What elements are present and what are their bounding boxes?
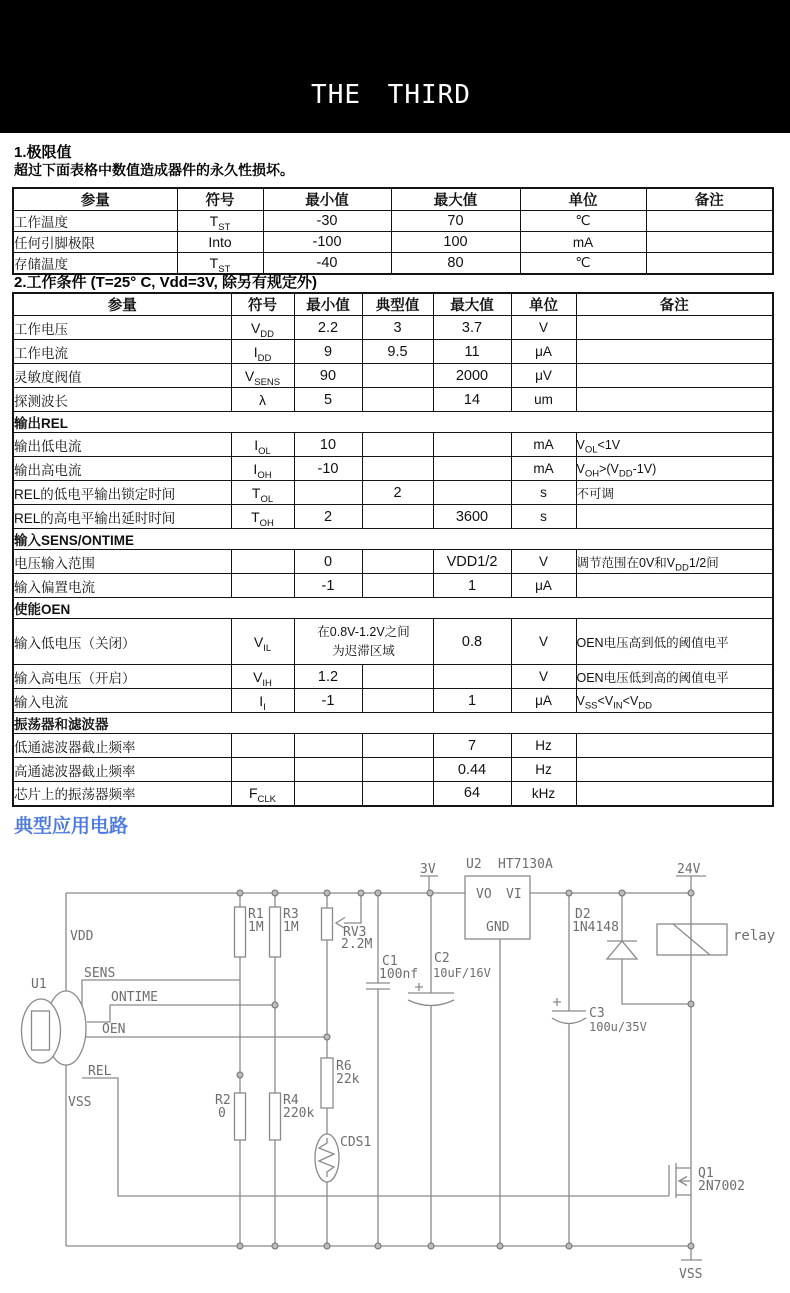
label-r6: R6 <box>336 1059 352 1074</box>
table-cell <box>433 665 511 689</box>
table-cell: mA <box>511 433 576 457</box>
label-r3: R3 <box>283 907 299 922</box>
header-cell: 备注 <box>576 293 773 316</box>
table-cell <box>231 550 294 574</box>
table-cell <box>362 574 433 598</box>
table-cell: $V_{SENS}$ <box>231 364 294 388</box>
label-u2-vi: VI <box>506 887 522 902</box>
junction-dots <box>237 890 694 1249</box>
label-u2-vo: VO <box>476 887 492 902</box>
table-cell: -10 <box>294 457 362 481</box>
label-vss-ground: VSS <box>679 1267 703 1282</box>
table-cell: 1.2 <box>294 665 362 689</box>
relay-coil <box>657 924 727 955</box>
header-cell: 最大值 <box>433 293 511 316</box>
table-header-row <box>13 188 773 211</box>
table-row <box>13 340 773 364</box>
table-cell <box>362 550 433 574</box>
header-cell: 最大值 <box>391 188 520 211</box>
label-3v: 3V <box>420 862 436 877</box>
table-cell: 64 <box>433 782 511 806</box>
table-header-row <box>13 293 773 316</box>
table-cell: 3.7 <box>433 316 511 340</box>
table-cell: λ <box>231 388 294 412</box>
header-cell: 参量 <box>13 293 231 316</box>
table-cell: Hz <box>511 734 576 758</box>
section-row-cell: 输入SENS/ONTIME <box>13 529 773 550</box>
resistor-r1 <box>235 907 246 957</box>
table-row <box>13 758 773 782</box>
table-cell: $V_{OH}>(V_{DD}-1V)$ <box>576 457 773 481</box>
label-q1-value: 2N7002 <box>698 1179 745 1194</box>
table-cell <box>362 782 433 806</box>
table-cell: -1 <box>294 689 362 713</box>
table-cell: 存储温度 <box>13 253 177 275</box>
table-cell: um <box>511 388 576 412</box>
label-q1: Q1 <box>698 1166 714 1181</box>
table-cell: μA <box>511 574 576 598</box>
table-cell: $T_{OL}$ <box>231 481 294 505</box>
table-cell: 调节范围在0V和$V_{DD}1/2$间 <box>576 550 773 574</box>
table-cell <box>231 734 294 758</box>
label-u2-gnd: GND <box>486 920 510 935</box>
table-row <box>13 316 773 340</box>
table-cell: 1 <box>433 574 511 598</box>
table-cell: μA <box>511 689 576 713</box>
table-cell <box>362 734 433 758</box>
table-row <box>13 782 773 806</box>
table-cell: 11 <box>433 340 511 364</box>
table-cell: s <box>511 505 576 529</box>
label-u2: U2 <box>466 857 482 872</box>
resistor-r4 <box>270 1093 281 1140</box>
section-row-cell: 使能OEN <box>13 598 773 619</box>
circuit-diagram <box>0 850 790 1293</box>
label-c3-value: 100u/35V <box>589 1020 647 1034</box>
table-cell <box>362 689 433 713</box>
label-c3: C3 <box>589 1006 605 1021</box>
table-cell <box>362 758 433 782</box>
table-cell: V <box>511 316 576 340</box>
label-r4: R4 <box>283 1093 299 1108</box>
table-cell <box>646 253 773 275</box>
table-cell: 3600 <box>433 505 511 529</box>
resistor-r6 <box>321 1058 333 1108</box>
table-cell: 芯片上的振荡器频率 <box>13 782 231 806</box>
pir-sensor-u1 <box>22 991 87 1065</box>
table-row <box>13 505 773 529</box>
label-r1: R1 <box>248 907 264 922</box>
table-cell: 1 <box>433 689 511 713</box>
table-cell: $I_{OL}$ <box>231 433 294 457</box>
table-cell: ℃ <box>520 253 646 275</box>
photoresistor-cds1 <box>315 1134 339 1182</box>
table-cell <box>576 505 773 529</box>
label-c1-value: 100nf <box>379 967 419 982</box>
table-cell: 输入偏置电流 <box>13 574 231 598</box>
table-cell <box>576 734 773 758</box>
table-cell: s <box>511 481 576 505</box>
table-cell: 2.2 <box>294 316 362 340</box>
table-cell: $V_{OL}<1V$ <box>576 433 773 457</box>
label-u2-part: HT7130A <box>498 857 553 872</box>
table-cell: $T_{OH}$ <box>231 505 294 529</box>
table-cell: μV <box>511 364 576 388</box>
table-cell <box>231 758 294 782</box>
header-cell: 符号 <box>231 293 294 316</box>
label-r6-value: 22k <box>336 1072 360 1087</box>
label-r4-value: 220k <box>283 1106 315 1121</box>
table-cell: mA <box>520 232 646 253</box>
label-relay: relay <box>733 928 776 944</box>
table-cell <box>576 364 773 388</box>
table-cell <box>576 782 773 806</box>
table-row <box>13 388 773 412</box>
table-cell <box>294 734 362 758</box>
label-r2: R2 <box>215 1093 231 1108</box>
table-cell: 灵敏度阀值 <box>13 364 231 388</box>
table-cell: 10 <box>294 433 362 457</box>
label-rv3: RV3 <box>343 925 367 940</box>
label-oen: OEN <box>102 1022 126 1037</box>
header-cell: 参量 <box>13 188 177 211</box>
label-d2-value: 1N4148 <box>572 920 619 935</box>
table-cell: 输出低电流 <box>13 433 231 457</box>
label-24v: 24V <box>677 862 701 877</box>
label-c1: C1 <box>382 954 398 969</box>
section-number: 03 <box>342 2 423 65</box>
section1-note: 超过下面表格中数值造成器件的永久性损坏。 <box>14 162 294 178</box>
header-cell: 符号 <box>177 188 263 211</box>
table-cell: V <box>511 619 576 665</box>
label-rel: REL <box>88 1064 112 1079</box>
table-cell: 探测波长 <box>13 388 231 412</box>
table-cell <box>362 457 433 481</box>
header-cell: 单位 <box>520 188 646 211</box>
table-cell <box>576 758 773 782</box>
label-u1: U1 <box>31 977 47 992</box>
table-cell: 100 <box>391 232 520 253</box>
section-number-badge <box>297 0 468 73</box>
table-row <box>13 433 773 457</box>
resistor-r2 <box>235 1093 246 1140</box>
header-cell: 单位 <box>511 293 576 316</box>
table-cell <box>294 782 362 806</box>
table-row <box>13 574 773 598</box>
table-cell: 0.8 <box>433 619 511 665</box>
header-cell: 最小值 <box>263 188 391 211</box>
table-row <box>13 619 773 665</box>
table-row <box>13 665 773 689</box>
table-cell <box>576 388 773 412</box>
table-row <box>13 364 773 388</box>
table-cell: 输出高电流 <box>13 457 231 481</box>
table-cell: 工作电流 <box>13 340 231 364</box>
table-cell: -1 <box>294 574 362 598</box>
table-cell: $I_{DD}$ <box>231 340 294 364</box>
table-cell: -100 <box>263 232 391 253</box>
label-d2: D2 <box>575 907 591 922</box>
table-cell: $T_{ST}$ <box>177 253 263 275</box>
table-row <box>13 232 773 253</box>
table-row <box>13 481 773 505</box>
table-row <box>13 457 773 481</box>
table-cell: 输入低电压（关闭） <box>13 619 231 665</box>
label-vdd: VDD <box>70 929 94 944</box>
header-subtitle: THE THIRD <box>311 80 471 110</box>
label-c2: C2 <box>434 951 450 966</box>
section-row-cell: 输出REL <box>13 412 773 433</box>
table-cell: 80 <box>391 253 520 275</box>
label-rv3-value: 2.2M <box>341 937 373 952</box>
label-r2-value: 0 <box>218 1106 226 1121</box>
mosfet-q1 <box>669 1163 691 1198</box>
table-cell <box>646 232 773 253</box>
page-header <box>0 0 790 133</box>
table-cell: $V_{SS}<V_{IN}<V_{DD}$ <box>576 689 773 713</box>
table-cell: $I_{OH}$ <box>231 457 294 481</box>
table-cell: 2000 <box>433 364 511 388</box>
table-cell <box>294 481 362 505</box>
header-cell: 最小值 <box>294 293 362 316</box>
table-cell: OEN电压低到高的阈值电平 <box>576 665 773 689</box>
header-cell: 典型值 <box>362 293 433 316</box>
table-cell: 工作温度 <box>13 211 177 232</box>
table-cell <box>576 574 773 598</box>
header-cell: 备注 <box>646 188 773 211</box>
table-cell: kHz <box>511 782 576 806</box>
table-cell <box>362 505 433 529</box>
u1-pin-wires <box>82 980 669 1196</box>
table-cell: $F_{CLK}$ <box>231 782 294 806</box>
c3-branch <box>552 893 586 1246</box>
section1-title: 1.极限值 <box>14 144 72 161</box>
table-cell: $V_{IH}$ <box>231 665 294 689</box>
table-cell <box>646 211 773 232</box>
potentiometer-rv3 <box>322 908 333 940</box>
table-cell: μA <box>511 340 576 364</box>
section2-title: 2.工作条件 (T=25° C, Vdd=3V, 除另有规定外) <box>14 274 318 291</box>
table-cell: $T_{ST}$ <box>177 211 263 232</box>
circuit-title: 典型应用电路 <box>14 816 129 837</box>
table-row <box>13 529 773 550</box>
table-cell: -40 <box>263 253 391 275</box>
limits-table <box>12 187 774 275</box>
table-cell: 2 <box>362 481 433 505</box>
table-cell: $I_I$ <box>231 689 294 713</box>
table-cell <box>433 433 511 457</box>
table-row <box>13 734 773 758</box>
table-cell: 电压输入范围 <box>13 550 231 574</box>
table-cell: 0.44 <box>433 758 511 782</box>
table-row <box>13 412 773 433</box>
table-cell <box>433 481 511 505</box>
table-row <box>13 713 773 734</box>
label-r3-value: 1M <box>283 920 299 935</box>
table-cell: 低通滤波器截止频率 <box>13 734 231 758</box>
table-cell <box>576 316 773 340</box>
table-cell: $V_{IL}$ <box>231 619 294 665</box>
table-cell: Hz <box>511 758 576 782</box>
table-cell: 输入电流 <box>13 689 231 713</box>
table-cell: 输入高电压（开启） <box>13 665 231 689</box>
table-cell: 7 <box>433 734 511 758</box>
table-cell: VDD1/2 <box>433 550 511 574</box>
section-row-cell: 振荡器和滤波器 <box>13 713 773 734</box>
table-cell: 在0.8V-1.2V之间 为迟滞区域 <box>294 619 433 665</box>
table-cell: 9.5 <box>362 340 433 364</box>
c2-branch <box>408 893 454 1246</box>
table-cell <box>362 388 433 412</box>
table-cell: 70 <box>391 211 520 232</box>
table-row <box>13 598 773 619</box>
label-cds1: CDS1 <box>340 1135 372 1150</box>
table-cell: mA <box>511 457 576 481</box>
table-cell: 14 <box>433 388 511 412</box>
table-cell: OEN电压高到低的阈值电平 <box>576 619 773 665</box>
table-cell <box>576 340 773 364</box>
table-cell <box>362 665 433 689</box>
table-cell: 不可调 <box>576 481 773 505</box>
table-row <box>13 550 773 574</box>
table-cell <box>362 364 433 388</box>
table-cell <box>433 457 511 481</box>
label-r1-value: 1M <box>248 920 264 935</box>
label-ontime: ONTIME <box>111 990 158 1005</box>
table-cell: V <box>511 550 576 574</box>
table-cell: 高通滤波器截止频率 <box>13 758 231 782</box>
table-cell: 任何引脚极限 <box>13 232 177 253</box>
table-cell: V <box>511 665 576 689</box>
label-c2-value: 10uF/16V <box>433 966 491 980</box>
table-cell <box>231 574 294 598</box>
resistor-r3 <box>270 907 281 957</box>
table-cell: REL的低电平输出锁定时间 <box>13 481 231 505</box>
table-cell: REL的高电平输出延时时间 <box>13 505 231 529</box>
table-cell: 工作电压 <box>13 316 231 340</box>
table-cell: 90 <box>294 364 362 388</box>
table-cell: 5 <box>294 388 362 412</box>
table-cell: ℃ <box>520 211 646 232</box>
conditions-table <box>12 292 774 807</box>
table-cell: 0 <box>294 550 362 574</box>
table-cell: -30 <box>263 211 391 232</box>
table-cell: 9 <box>294 340 362 364</box>
label-sens: SENS <box>84 966 116 981</box>
table-cell <box>294 758 362 782</box>
table-cell: 2 <box>294 505 362 529</box>
label-vss-left: VSS <box>68 1095 92 1110</box>
table-row <box>13 211 773 232</box>
table-cell: 3 <box>362 316 433 340</box>
table-cell: Into <box>177 232 263 253</box>
table-row <box>13 689 773 713</box>
table-cell: $V_{DD}$ <box>231 316 294 340</box>
table-cell <box>362 433 433 457</box>
